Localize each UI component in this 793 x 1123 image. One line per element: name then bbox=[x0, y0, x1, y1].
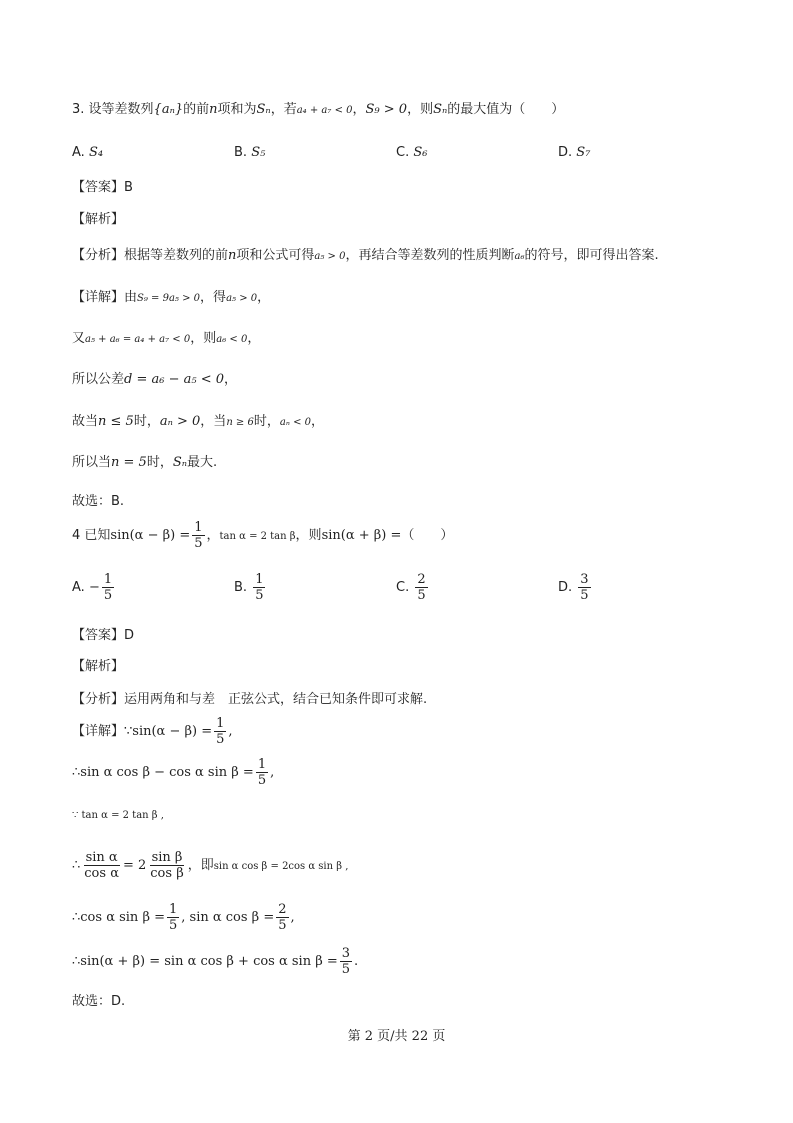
q3-condition-1: a₄ + a₇ < 0 bbox=[296, 105, 353, 116]
math: S₉ = 9a₅ > 0 bbox=[137, 293, 201, 304]
option-value: S₆ bbox=[413, 145, 428, 160]
numerator: 1 bbox=[103, 572, 113, 587]
math: sin(α + β) = sin α cos β + cos α sin β = bbox=[80, 954, 338, 969]
denominator: 5 bbox=[194, 536, 203, 551]
text: 所以当 bbox=[72, 455, 112, 470]
q3-sn: Sₙ bbox=[256, 102, 271, 117]
q4-option-a bbox=[72, 570, 116, 606]
q3-option-c bbox=[396, 145, 427, 161]
text: 时， bbox=[133, 414, 160, 429]
q4-detail-1 bbox=[72, 715, 233, 749]
option-label: D. bbox=[558, 145, 573, 160]
math: aₙ > 0 bbox=[159, 414, 201, 429]
text: ，则 bbox=[295, 528, 322, 543]
text: 又 bbox=[72, 331, 86, 346]
option-label: D. bbox=[558, 580, 573, 595]
text: ， bbox=[247, 331, 261, 346]
math: sin(α − β) = bbox=[132, 724, 213, 739]
fraction bbox=[253, 572, 265, 603]
option-label: C. bbox=[396, 580, 410, 595]
therefore: ∴ bbox=[72, 954, 81, 969]
therefore: ∴ bbox=[72, 765, 81, 780]
numerator: 1 bbox=[168, 902, 178, 917]
fraction bbox=[415, 572, 427, 603]
q4-detail-5 bbox=[72, 900, 295, 936]
math: sin α cos β − cos α sin β = bbox=[80, 765, 254, 780]
text: . bbox=[354, 954, 359, 969]
math: a₅ + a₆ = a₄ + a₇ < 0 bbox=[85, 334, 191, 345]
fraction bbox=[192, 520, 204, 551]
text: ， bbox=[311, 414, 325, 429]
q3-stem-text: ，则 bbox=[407, 102, 434, 117]
numerator: 1 bbox=[255, 572, 264, 587]
q4-answer: 【答案】D bbox=[72, 628, 135, 643]
q4-option-d bbox=[558, 570, 593, 606]
text: ，即 bbox=[187, 858, 214, 873]
q4-detail-4 bbox=[72, 846, 348, 887]
numerator: 2 bbox=[417, 572, 426, 587]
math: , sin α cos β = bbox=[181, 910, 275, 925]
q3-stem-text: ，若 bbox=[270, 102, 297, 117]
q3-detail-4 bbox=[72, 414, 324, 431]
q3-condition-2: S₉ > 0 bbox=[365, 102, 408, 117]
denominator: 5 bbox=[580, 588, 589, 603]
q3-detail-1 bbox=[72, 290, 270, 307]
math: a₅ > 0 bbox=[314, 251, 346, 262]
text: , bbox=[270, 765, 275, 780]
therefore: ∴ bbox=[72, 858, 81, 873]
math: a₅ > 0 bbox=[226, 293, 258, 304]
q3-analysis-title: 【解析】 bbox=[72, 212, 125, 227]
q3-choose: 故选：B. bbox=[72, 494, 125, 509]
text: ，再结合等差数列的性质判断 bbox=[345, 248, 515, 263]
text: , bbox=[228, 724, 233, 739]
denominator: 5 bbox=[257, 773, 267, 788]
text: ，当 bbox=[200, 414, 227, 429]
text: 所以公差 bbox=[72, 372, 125, 387]
q3-fenxi bbox=[72, 248, 659, 265]
text: ， bbox=[224, 372, 238, 387]
fraction bbox=[276, 902, 288, 933]
q4-choose: 故选：D. bbox=[72, 994, 126, 1009]
option-value: S₄ bbox=[88, 145, 104, 160]
denominator: 5 bbox=[168, 918, 178, 933]
math: = 2 bbox=[122, 858, 147, 873]
option-label: C. bbox=[396, 145, 410, 160]
fraction bbox=[82, 850, 121, 881]
q3-n: n bbox=[209, 102, 218, 117]
math: sin α cos β = 2cos α sin β , bbox=[213, 861, 349, 872]
q3-stem-text: 的前 bbox=[183, 102, 210, 117]
page-footer: 第 2 页/共 22 页 bbox=[347, 1029, 446, 1044]
math: n ≤ 5 bbox=[98, 414, 134, 429]
q3-detail-5 bbox=[72, 455, 217, 471]
text: ， bbox=[206, 528, 220, 543]
numerator: sin α bbox=[85, 850, 118, 865]
math: n ≥ 6 bbox=[226, 417, 254, 428]
denominator: 5 bbox=[255, 588, 264, 603]
q4-fenxi: 【分析】运用两角和与差 正弦公式，结合已知条件即可求解. bbox=[72, 692, 428, 707]
q4-option-b bbox=[234, 570, 267, 606]
q3-detail-3 bbox=[72, 372, 237, 388]
therefore: ∴ bbox=[72, 910, 81, 925]
math: a₆ < 0 bbox=[216, 334, 248, 345]
math: tan α = 2 tan β bbox=[219, 531, 296, 542]
option-value: S₇ bbox=[576, 145, 591, 160]
denominator: 5 bbox=[341, 962, 351, 977]
q4-detail-2 bbox=[72, 756, 274, 790]
q3-sn: Sₙ bbox=[433, 102, 448, 117]
q3-option-b bbox=[234, 145, 265, 161]
q4-stem bbox=[72, 518, 453, 555]
option-label: B. bbox=[234, 145, 248, 160]
option-label: A. bbox=[72, 145, 85, 160]
q4-detail-6 bbox=[72, 944, 358, 980]
text: ， bbox=[257, 290, 271, 305]
denominator: 5 bbox=[417, 588, 426, 603]
q3-stem-text: 的最大值为（ ） bbox=[447, 102, 565, 117]
option-label: A. bbox=[72, 580, 85, 595]
text: 项和公式可得 bbox=[236, 248, 315, 263]
text: ，得 bbox=[200, 290, 227, 305]
numerator: sin β bbox=[151, 850, 183, 865]
fraction bbox=[167, 902, 179, 933]
denominator: cos β bbox=[150, 866, 184, 881]
text: 【分析】根据等差数列的前 bbox=[72, 248, 229, 263]
q3-sequence: {aₙ} bbox=[153, 102, 184, 117]
q3-detail-2 bbox=[72, 331, 260, 348]
q4-analysis-title: 【解析】 bbox=[72, 659, 125, 674]
math: n = 5 bbox=[111, 455, 147, 470]
option-value: S₅ bbox=[251, 145, 266, 160]
denominator: cos α bbox=[84, 866, 119, 881]
text: ，则 bbox=[190, 331, 217, 346]
text: 时， bbox=[146, 455, 173, 470]
text: 【详解】由 bbox=[72, 290, 138, 305]
q3-n: n bbox=[228, 248, 237, 263]
fraction bbox=[578, 572, 590, 603]
text: 的符号，即可得出答案. bbox=[524, 248, 659, 263]
math: d = a₆ − a₅ < 0 bbox=[124, 372, 225, 387]
math: Sₙ bbox=[172, 455, 188, 470]
denominator: 5 bbox=[278, 918, 287, 933]
text: 时， bbox=[253, 414, 280, 429]
text: 故当 bbox=[72, 414, 99, 429]
denominator: 5 bbox=[216, 732, 225, 747]
numerator: 3 bbox=[341, 946, 351, 961]
math: sin(α − β) = bbox=[110, 528, 191, 543]
q3-answer: 【答案】B bbox=[72, 180, 133, 195]
q3-option-a bbox=[72, 145, 103, 161]
fraction bbox=[148, 850, 185, 881]
sign: − bbox=[88, 580, 100, 595]
fraction bbox=[256, 757, 268, 788]
math: sin(α + β) = bbox=[321, 528, 402, 543]
text: , bbox=[290, 910, 295, 925]
math: aₙ < 0 bbox=[279, 417, 311, 428]
denominator: 5 bbox=[103, 588, 113, 603]
math: cos α sin β = bbox=[80, 910, 165, 925]
fraction bbox=[340, 946, 352, 977]
math: a₆ bbox=[514, 251, 525, 262]
numerator: 1 bbox=[216, 716, 225, 731]
q3-stem-text: 3. 设等差数列 bbox=[72, 102, 154, 117]
text: 4 已知 bbox=[72, 528, 111, 543]
q4-detail-3: ∵ tan α = 2 tan β , bbox=[72, 810, 164, 821]
numerator: 3 bbox=[580, 572, 589, 587]
option-label: B. bbox=[234, 580, 248, 595]
q3-option-d bbox=[558, 145, 590, 161]
numerator: 1 bbox=[257, 757, 267, 772]
q3-stem bbox=[72, 102, 564, 119]
q4-option-c bbox=[396, 570, 430, 606]
numerator: 1 bbox=[194, 520, 203, 535]
q3-stem-text: 项和为 bbox=[217, 102, 257, 117]
fraction bbox=[214, 716, 226, 747]
text: （ ） bbox=[401, 528, 454, 543]
text: 【详解】∵ bbox=[72, 724, 133, 739]
q3-stem-text: ， bbox=[352, 102, 366, 117]
text: 最大. bbox=[187, 455, 218, 470]
numerator: 2 bbox=[278, 902, 287, 917]
fraction bbox=[102, 572, 114, 603]
